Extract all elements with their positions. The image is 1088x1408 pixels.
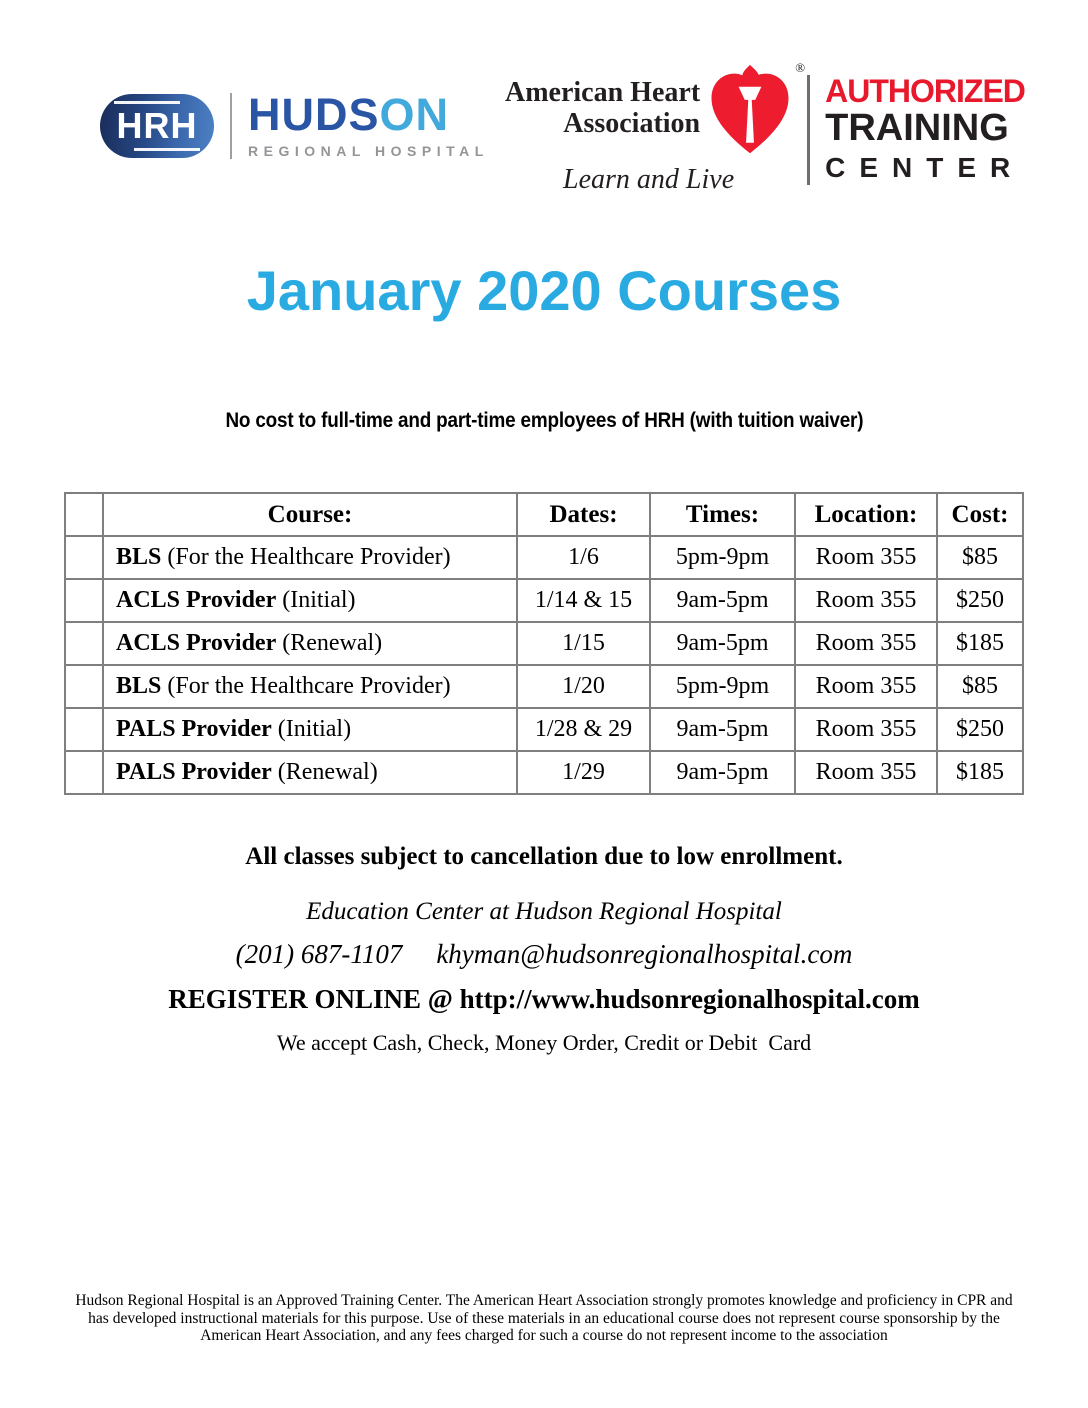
page-title: January 2020 Courses [246, 259, 842, 322]
location-cell: Room 355 [795, 708, 937, 751]
payment-methods-note: We accept Cash, Check, Money Order, Credit or Debit Card [276, 1030, 812, 1055]
course-cell: ACLS Provider (Renewal) [103, 622, 517, 665]
column-header-cost: Cost: [937, 493, 1023, 536]
location-cell: Room 355 [795, 665, 937, 708]
cost-cell: $85 [937, 536, 1023, 579]
cost-cell: $85 [937, 665, 1023, 708]
table-row [65, 579, 1023, 622]
times-cell: 5pm-9pm [650, 665, 795, 708]
cost-cell: $185 [937, 622, 1023, 665]
dates-cell: 1/14 & 15 [517, 579, 650, 622]
column-header-course: Course: [103, 493, 517, 536]
row-spacer-cell [65, 579, 103, 622]
times-cell: 9am-5pm [650, 708, 795, 751]
cost-cell: $250 [937, 708, 1023, 751]
empty-header-cell [65, 493, 103, 536]
course-cell: PALS Provider (Initial) [103, 708, 517, 751]
table-row [65, 708, 1023, 751]
education-center-line: Education Center at Hudson Regional Hospital [306, 898, 782, 925]
dates-cell: 1/6 [517, 536, 650, 579]
row-spacer-cell [65, 665, 103, 708]
atc-center-label: CENTER [825, 151, 1025, 183]
hrh-badge-icon [100, 94, 214, 158]
aha-name-line2: Association [563, 107, 701, 139]
table-row [65, 665, 1023, 708]
register-online-line: REGISTER ONLINE @ http://www.hudsonregionalhospital.com [168, 984, 920, 1014]
location-cell: Room 355 [795, 579, 937, 622]
tuition-waiver-note: No cost to full-time and part-time employees of HRH (with tuition waiver) [225, 409, 863, 432]
dates-cell: 1/29 [517, 751, 650, 794]
location-cell: Room 355 [795, 622, 937, 665]
table-row [65, 536, 1023, 579]
hrh-logo-divider [230, 93, 232, 159]
row-spacer-cell [65, 751, 103, 794]
hrh-logo-text [248, 89, 489, 159]
hospital-name-dark: HUDS [248, 89, 380, 140]
aha-disclaimer: Hudson Regional Hospital is an Approved Training Center. The American Heart Association strongly promotes knowledge and proficiency in CPR and has developed instructional materials for this purpose. Use of these materials in an educational course does not represent course sponsorship by the American Heart Association, and any fees charged for such a course do not represent income to the association [75, 1292, 1013, 1344]
hrh-badge-bottom-bar [134, 148, 200, 151]
cancellation-note: All classes subject to cancellation due to low enrollment. [245, 843, 843, 870]
authorized-training-center [825, 75, 1025, 184]
hospital-name [248, 89, 489, 140]
cost-cell: $185 [937, 751, 1023, 794]
times-cell: 5pm-9pm [650, 536, 795, 579]
atc-authorized-label: AUTHORIZED [825, 73, 1025, 110]
location-cell: Room 355 [795, 751, 937, 794]
atc-training-label: TRAINING [825, 107, 1009, 150]
times-cell: 9am-5pm [650, 579, 795, 622]
times-cell: 9am-5pm [650, 622, 795, 665]
cost-cell: $250 [937, 579, 1023, 622]
dates-cell: 1/20 [517, 665, 650, 708]
aha-name-line1: American Heart [505, 77, 701, 108]
course-cell: ACLS Provider (Initial) [103, 579, 517, 622]
hrh-badge-top-bar [114, 101, 180, 104]
times-cell: 9am-5pm [650, 751, 795, 794]
course-schedule-table [64, 492, 1024, 795]
heart-torch-icon [708, 60, 806, 160]
course-cell: BLS (For the Healthcare Provider) [103, 536, 517, 579]
dates-cell: 1/28 & 29 [517, 708, 650, 751]
column-header-times: Times: [650, 493, 795, 536]
hospital-subtitle: REGIONAL HOSPITAL [248, 143, 489, 159]
course-cell: PALS Provider (Renewal) [103, 751, 517, 794]
dates-cell: 1/15 [517, 622, 650, 665]
row-spacer-cell [65, 708, 103, 751]
aha-name [505, 64, 700, 140]
aha-logo [505, 60, 806, 196]
aha-name-row [505, 60, 806, 160]
contact-email: khyman@hudsonregionalhospital.com [436, 939, 853, 969]
contact-line [0, 939, 1088, 970]
hrh-badge-text: HRH [116, 105, 198, 146]
aha-tagline: Learn and Live [563, 164, 735, 195]
table-row [65, 622, 1023, 665]
table-header-row [65, 493, 1023, 536]
column-header-dates: Dates: [517, 493, 650, 536]
hospital-name-light: ON [379, 89, 450, 140]
course-cell: BLS (For the Healthcare Provider) [103, 665, 517, 708]
column-header-location: Location: [795, 493, 937, 536]
aha-training-center-logo [505, 60, 1025, 196]
row-spacer-cell [65, 622, 103, 665]
registered-trademark: ® [795, 60, 806, 75]
row-spacer-cell [65, 536, 103, 579]
location-cell: Room 355 [795, 536, 937, 579]
phone-number: (201) 687-1107 [235, 939, 403, 969]
hrh-logo [100, 89, 489, 159]
table-row [65, 751, 1023, 794]
aha-atc-divider [807, 75, 810, 185]
